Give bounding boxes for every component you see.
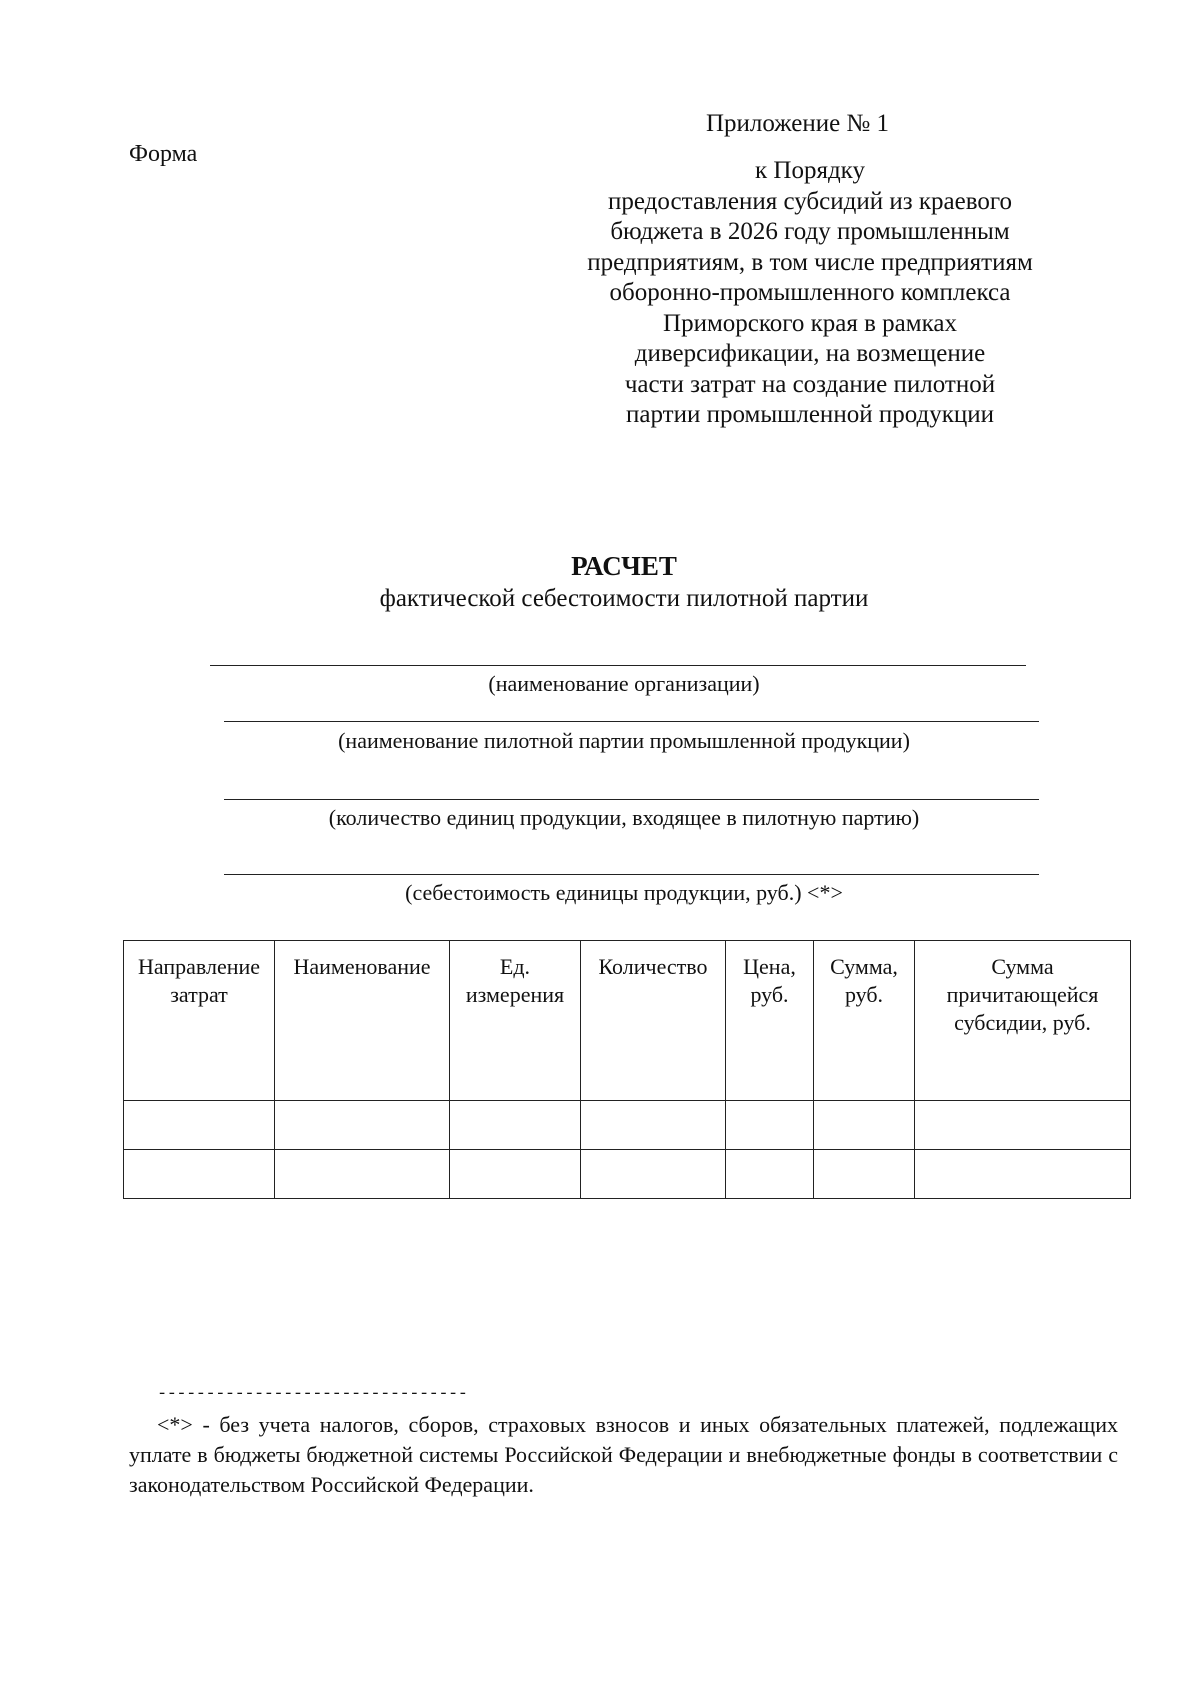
table-row bbox=[124, 1101, 1131, 1150]
table-cell[interactable] bbox=[915, 1150, 1131, 1199]
column-header-quantity bbox=[581, 941, 726, 1101]
column-header-line: субсидии, руб. bbox=[954, 1010, 1091, 1035]
unit-cost-blank[interactable] bbox=[224, 874, 1039, 875]
column-header-line: Количество bbox=[598, 954, 708, 979]
table-cell[interactable] bbox=[814, 1101, 915, 1150]
table-cell[interactable] bbox=[581, 1101, 726, 1150]
order-line: предоставления субсидий из краевого bbox=[608, 187, 1012, 215]
product-batch-name-caption: (наименование пилотной партии промышленной продукции) bbox=[338, 728, 910, 753]
units-count-blank[interactable] bbox=[224, 799, 1039, 800]
footnote-text: <*> - без учета налогов, сборов, страховых взносов и иных обязательных платежей, подлежащих уплате в бюджеты бюджетной системы Российской Федерации и внебюджетные фонды в соответствии с законодательством Российской Федерации. bbox=[129, 1412, 1118, 1497]
organization-name-blank[interactable] bbox=[210, 665, 1026, 666]
column-header-line: затрат bbox=[170, 982, 228, 1007]
column-header-line: Цена, bbox=[743, 954, 796, 979]
table-cell[interactable] bbox=[726, 1101, 814, 1150]
table-cell[interactable] bbox=[124, 1101, 275, 1150]
order-line: оборонно-промышленного комплекса bbox=[609, 279, 1011, 306]
table-cell[interactable] bbox=[275, 1101, 450, 1150]
table-cell[interactable] bbox=[726, 1150, 814, 1199]
product-batch-name-blank[interactable] bbox=[224, 721, 1039, 722]
order-line: бюджета в 2026 году промышленным bbox=[610, 218, 1010, 245]
table-cell[interactable] bbox=[124, 1150, 275, 1199]
appendix-number: Приложение № 1 bbox=[706, 110, 890, 137]
table-cell[interactable] bbox=[275, 1150, 450, 1199]
column-header-sum bbox=[814, 941, 915, 1101]
column-header-line: Наименование bbox=[293, 954, 431, 979]
order-line: части затрат на создание пилотной bbox=[624, 370, 996, 398]
table-cell[interactable] bbox=[581, 1150, 726, 1199]
form-label: Форма bbox=[129, 141, 198, 167]
column-header-subsidy-sum bbox=[915, 941, 1131, 1101]
table-header-row bbox=[124, 941, 1131, 1101]
table-cell[interactable] bbox=[450, 1150, 581, 1199]
column-header-line: Сумма bbox=[991, 954, 1054, 979]
column-header-unit bbox=[450, 941, 581, 1101]
order-line: Приморского края в рамках bbox=[663, 309, 957, 337]
column-header-line: причитающейся bbox=[946, 982, 1099, 1007]
column-header-name bbox=[275, 941, 450, 1101]
organization-name-caption: (наименование организации) bbox=[488, 671, 760, 696]
column-header-line: Направление bbox=[137, 954, 261, 979]
table-cell[interactable] bbox=[915, 1101, 1131, 1150]
table-cell[interactable] bbox=[450, 1101, 581, 1150]
order-line: к Порядку bbox=[755, 157, 865, 184]
cost-table bbox=[123, 940, 1131, 1199]
units-count-caption: (количество единиц продукции, входящее в пилотную партию) bbox=[328, 805, 920, 830]
table-cell[interactable] bbox=[814, 1150, 915, 1199]
order-line: диверсификации, на возмещение bbox=[634, 340, 986, 367]
order-reference bbox=[540, 156, 1080, 431]
column-header-line: руб. bbox=[750, 982, 789, 1007]
document-subtitle: фактической себестоимости пилотной партии bbox=[379, 585, 869, 612]
column-header-price bbox=[726, 941, 814, 1101]
footnote-separator: -------------------------------- bbox=[157, 1385, 468, 1404]
unit-cost-caption: (себестоимость единицы продукции, руб.) <*> bbox=[405, 880, 843, 905]
table-row bbox=[124, 1150, 1131, 1199]
column-header-cost-direction bbox=[124, 941, 275, 1101]
column-header-line: Сумма, bbox=[830, 954, 898, 979]
order-line: предприятиям, в том числе предприятиям bbox=[587, 248, 1033, 276]
document-title: РАСЧЕТ bbox=[571, 551, 677, 581]
column-header-line: руб. bbox=[844, 982, 884, 1007]
column-header-line: измерения bbox=[465, 982, 565, 1007]
order-line: партии промышленной продукции bbox=[626, 401, 994, 428]
column-header-line: Ед. bbox=[499, 954, 531, 979]
